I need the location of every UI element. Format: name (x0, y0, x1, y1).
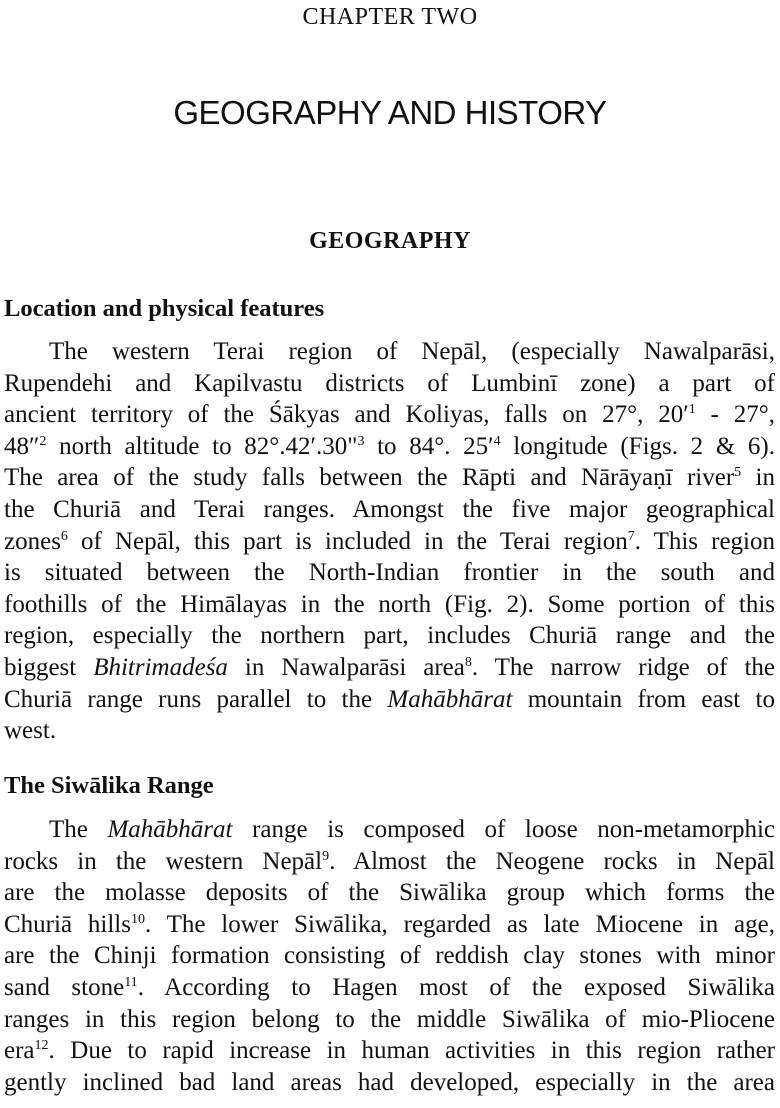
text-span: to 84°. 25′ (364, 432, 494, 460)
text-span: rocks in the western Nepāl (4, 847, 323, 875)
text-line (4, 1068, 775, 1098)
text-span: zones (4, 527, 61, 555)
text-line (4, 653, 775, 683)
subsection-heading-siwalika: The Siwālika Range (4, 772, 214, 799)
chapter-label: CHAPTER TWO (302, 4, 478, 30)
text-span: . Almost the Neogene rocks in Nepāl (329, 847, 775, 875)
text-span: ancient territory of the Śākyas and Koliyas, falls on 27°, 20′ (4, 401, 689, 429)
footnote-ref: 7 (627, 528, 635, 544)
text-span: in (741, 464, 775, 492)
text-span: are the Chinji formation consisting of reddish clay stones with minor (4, 942, 775, 970)
text-span: the Churiā and Terai ranges. Amongst the five major geographical (4, 496, 775, 523)
text-line (4, 847, 775, 877)
footnote-ref: 8 (464, 655, 472, 670)
text-line (49, 337, 775, 367)
text-line (4, 621, 775, 651)
text-span: . The lower Siwālika, regarded as late Miocene in age, (144, 910, 776, 938)
text-span: region, especially the northern part, includes Churiā range and the (4, 622, 775, 650)
footnote-ref: 10 (130, 911, 145, 927)
text-line (4, 527, 775, 557)
text-line (4, 369, 775, 399)
footnote-ref: 5 (734, 465, 742, 481)
text-span: mountain from east to (512, 685, 776, 713)
text-span: ranges in this region belong to the middle Siwālika of mio-Pliocene (4, 1005, 775, 1033)
text-span: . The narrow ridge of the (471, 654, 775, 681)
italic-term: Mahābhārat (107, 816, 233, 843)
text-line (4, 463, 775, 493)
text-line (4, 716, 775, 746)
text-span: in Nawalparāsi area (227, 654, 465, 681)
text-line (4, 590, 775, 620)
section-heading: GEOGRAPHY (309, 228, 471, 254)
text-span: north altitude to 82°.42′.30" (46, 432, 358, 460)
chapter-title: GEOGRAPHY AND HISTORY (173, 94, 607, 131)
text-span: The (49, 816, 108, 843)
text-span: biggest (4, 654, 94, 681)
text-span: . This region (634, 527, 775, 555)
text-line (4, 1005, 775, 1035)
footnote-ref: 9 (322, 848, 330, 864)
footnote-ref: 12 (34, 1038, 49, 1054)
text-span: west. (4, 717, 57, 745)
text-span: Churiā range runs parallel to the (4, 685, 388, 713)
text-span: foothills of the Himālayas in the north (Fig. 2). Some portion of this (4, 590, 775, 618)
text-span: . According to Hagen most of the exposed Siwālika (137, 974, 775, 1001)
text-span: 48″ (4, 432, 40, 460)
text-line (4, 495, 775, 525)
footnote-ref: 4 (493, 433, 501, 449)
text-span: longitude (Figs. 2 & 6). (500, 432, 776, 460)
text-line (4, 432, 775, 462)
text-span: The area of the study falls between the Rāpti and Nārāyaṇī river (4, 464, 735, 492)
text-line (4, 400, 775, 430)
text-line (4, 1036, 775, 1066)
italic-term: Bhitrimadeśa (93, 654, 228, 681)
text-span: . Due to rapid increase in human activities in this region rather (48, 1037, 775, 1065)
text-line (4, 941, 775, 971)
text-line (4, 685, 775, 715)
text-span: range is composed of loose non-metamorphic (232, 816, 775, 843)
footnote-ref: 2 (39, 433, 47, 449)
text-span: Rupendehi and Kapilvastu districts of Lumbinī zone) a part of (4, 369, 775, 397)
text-line (4, 878, 775, 908)
text-line (4, 973, 775, 1003)
footnote-ref: 3 (357, 433, 365, 449)
text-line (49, 815, 775, 845)
footnote-ref: 6 (60, 528, 68, 544)
text-span: The western Terai region of Nepāl, (especially Nawalparāsi, (49, 338, 775, 365)
text-span: - 27°, (695, 401, 775, 429)
italic-term: Mahābhārat (387, 685, 513, 713)
text-line (4, 558, 775, 588)
text-span: sand stone (4, 974, 125, 1001)
text-span: Churiā hills (4, 910, 131, 938)
footnote-ref: 11 (124, 975, 138, 990)
text-span: are the molasse deposits of the Siwālika group which forms the (4, 879, 775, 907)
text-span: of Nepāl, this part is included in the Terai region (67, 527, 628, 555)
text-span: is situated between the North-Indian frontier in the south and (4, 559, 775, 587)
subsection-heading-location: Location and physical features (4, 295, 325, 322)
text-span: gently inclined bad land areas had developed, especially in the area (4, 1068, 775, 1096)
text-line (4, 910, 775, 940)
footnote-ref: 1 (688, 402, 696, 418)
text-span: era (4, 1037, 35, 1065)
